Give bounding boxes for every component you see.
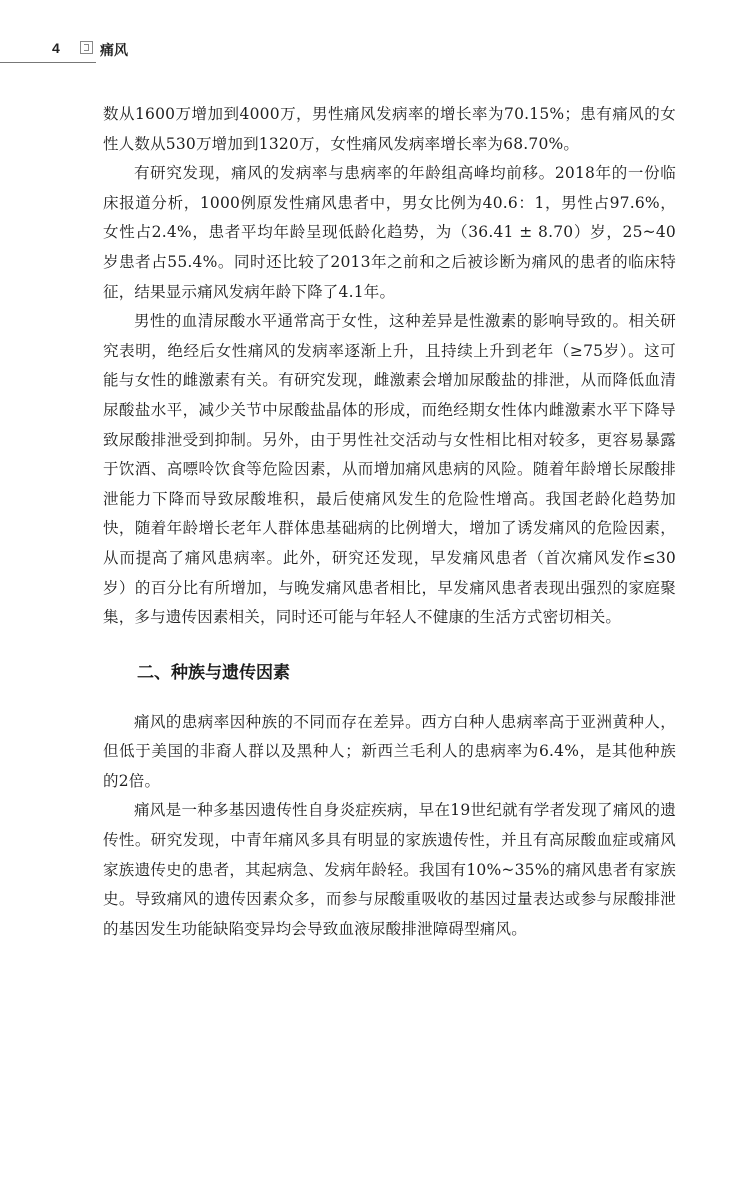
- page-number: 4: [52, 40, 60, 56]
- body-paragraph: 有研究发现，痛风的发病率与患病率的年龄组高峰均前移。2018年的一份临床报道分析，1000例原发性痛风患者中，男女比例为40.6：1，男性占97.6%，女性占2.4%，患者平均年龄呈现低龄化趋势，为（36.41 ± 8.70）岁，25~40岁患者占55.4%。同时还比较了2013年之前和之后被诊断为痛风的患者的临床特征，结果显示痛风发病年龄下降了4.1年。: [103, 164, 676, 301]
- book-corner-icon: [80, 41, 93, 54]
- body-paragraph: 男性的血清尿酸水平通常高于女性，这种差异是性激素的影响导致的。相关研究表明，绝经后女性痛风的发病率逐渐上升，且持续上升到老年（≥75岁）。这可能与女性的雌激素有关。有研究发现，雌激素会增加尿酸盐的排泄，从而降低血清尿酸盐水平，减少关节中尿酸盐晶体的形成，而绝经期女性体内雌激素水平下降导致尿酸排泄受到抑制。另外，由于男性社交活动与女性相比相对较多，更容易暴露于饮酒、高嘌呤饮食等危险因素，从而增加痛风患病的风险。随着年龄增长尿酸排泄能力下降而导致尿酸堆积，最后使痛风发生的危险性增高。我国老龄化趋势加快，随着年龄增长老年人群体患基础病的比例增大，增加了诱发痛风的危险因素，从而提高了痛风患病率。此外，研究还发现，早发痛风患者（首次痛风发作≤30岁）的百分比有所增加，与晚发痛风患者相比，早发痛风患者表现出强烈的家庭聚集，多与遗传因素相关，同时还可能与年轻人不健康的生活方式密切相关。: [103, 312, 676, 627]
- body-paragraph: 痛风的患病率因种族的不同而存在差异。西方白种人患病率高于亚洲黄种人，但低于美国的非裔人群以及黑种人；新西兰毛利人的患病率为6.4%，是其他种族的2倍。: [103, 712, 676, 790]
- page-header: [0, 0, 750, 64]
- body-paragraph: 数从1600万增加到4000万，男性痛风发病率的增长率为70.15%；患有痛风的女性人数从530万增加到1320万，女性痛风发病率增长率为68.70%。: [103, 105, 676, 153]
- header-rule: [0, 62, 96, 63]
- body-paragraph: 痛风是一种多基因遗传性自身炎症疾病，早在19世纪就有学者发现了痛风的遗传性。研究发现，中青年痛风多具有明显的家族遗传性，并且有高尿酸血症或痛风家族遗传史的患者，其起病急、发病年龄轻。我国有10%~35%的痛风患者有家族史。导致痛风的遗传因素众多，而参与尿酸重吸收的基因过量表达或参与尿酸排泄的基因发生功能缺陷变异均会导致血液尿酸排泄障碍型痛风。: [103, 801, 676, 938]
- section-heading: 二、种族与遗传因素: [137, 662, 290, 683]
- running-title: 痛风: [100, 43, 128, 59]
- page-body: [103, 100, 676, 944]
